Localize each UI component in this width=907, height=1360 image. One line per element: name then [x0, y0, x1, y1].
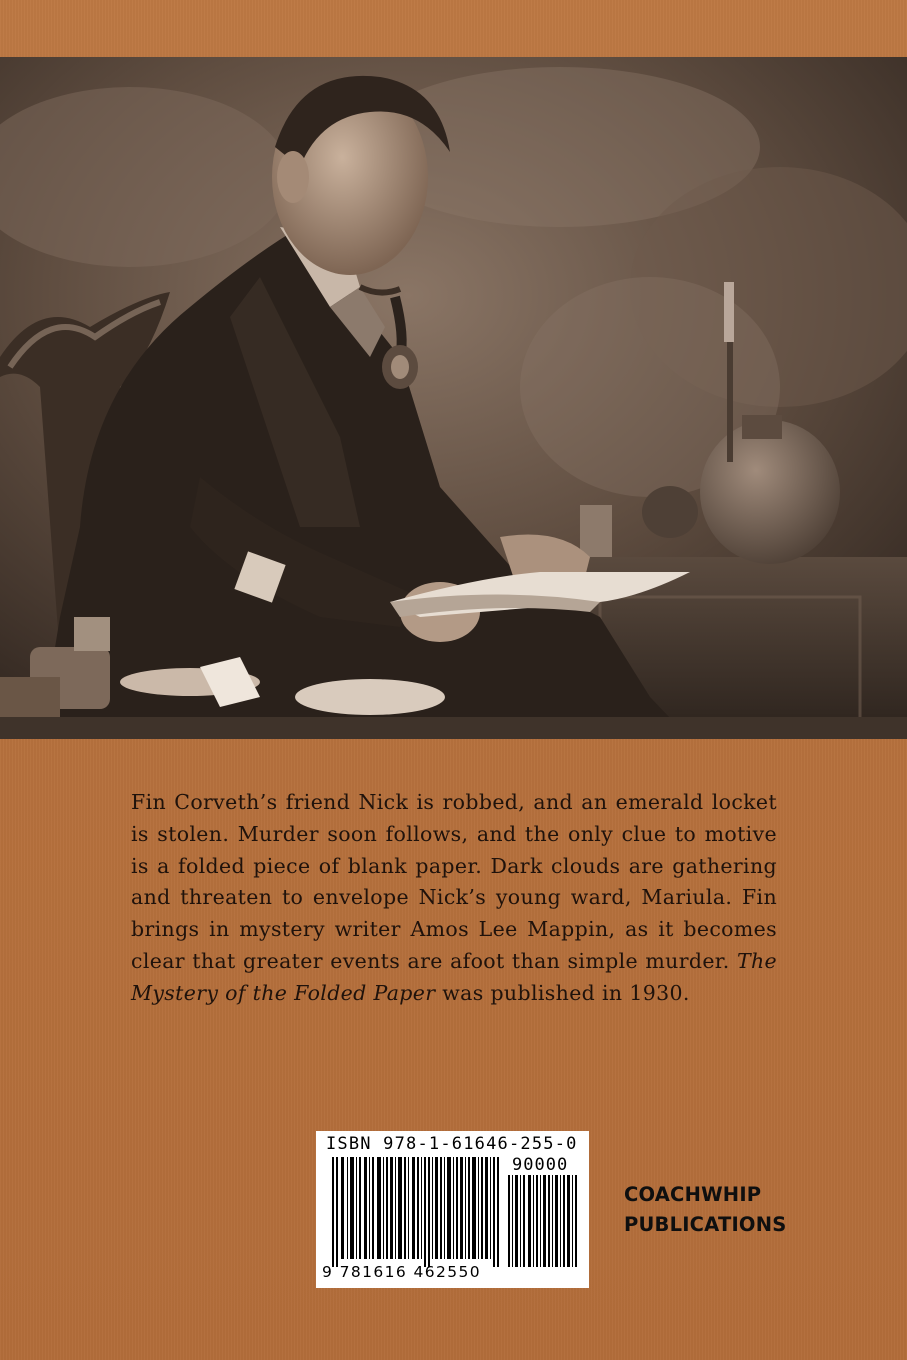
isbn-barcode	[316, 1131, 589, 1288]
description-text-end: was published in 1930.	[435, 980, 690, 1005]
publisher-line-2: PUBLICATIONS	[624, 1213, 787, 1236]
book-description	[131, 787, 777, 1010]
sepia-photograph-man-reading-book-icon	[0, 57, 907, 739]
cover-photograph	[0, 57, 907, 739]
isbn-label: ISBN 978-1-61646-255-0	[326, 1134, 578, 1154]
publisher-line-1: COACHWHIP	[624, 1183, 762, 1206]
price-code: 90000	[512, 1155, 569, 1175]
description-text: Fin Corveth’s friend Nick is robbed, and an emerald locket is stolen. Murder soon follows, and the only clue to motive is a folded piece of blank paper. Dark clouds are gathering and threaten to envelope Nick’s young ward, Mariula. Fin brings in mystery writer Amos Lee Mappin, as it becomes clear that greater events are afoot than simple murder.	[131, 790, 777, 973]
ean-digits: 9 781616 462550	[322, 1263, 482, 1281]
publisher-name	[624, 1180, 786, 1240]
book-title-italic: The Mystery of the Folded Paper	[131, 948, 777, 1005]
